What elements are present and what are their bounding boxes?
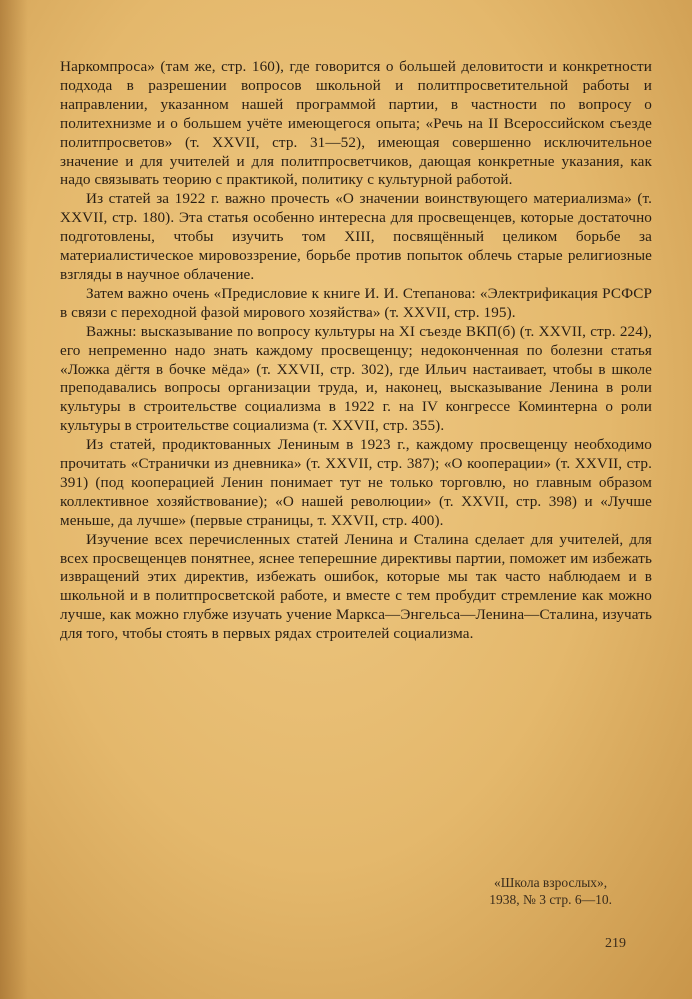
paragraph: Из статей, продиктованных Лениным в 1923 г., каждому просвещенцу необходимо прочитать «Странички из дневника» (т. XXVII, стр. 387); «О кооперации» (т. XXVII, стр. 391) (под кооперацией Ленин понимает тут не только торговлю, но главным образом коллективное хозяйствование); «О нашей революции» (т. XXVII, стр. 398) и «Лучше меньше, да лучше» (первые страницы, т. XXVII, стр. 400). (60, 436, 652, 529)
page-number: 219 (605, 936, 626, 951)
body-text (60, 58, 652, 644)
paragraph: Важны: высказывание по вопросу культуры на XI съезде ВКП(б) (т. XXVII, стр. 224), его непременно надо знать каждому просвещенцу; недоконченная по болезни статья «Ложка дёгтя в бочке мёда» (т. XXVII, стр. 302), где Ильич настаивает, чтобы в школе преподавались вопросы организации труда, и, наконец, высказывание Ленина в роли культуры в строительстве социализма в 1922 г. на IV конгрессе Коминтерна о роли культуры в строительстве социализма (т. XXVII, стр. 355). (60, 322, 652, 435)
paragraph: Изучение всех перечисленных статей Ленина и Сталина сделает для учителей, для всех просвещенцев понятнее, яснее теперешние директивы партии, поможет им избежать извращений этих директив, избежать ошибок, которые мы так часто наблюдаем и в школьной и в политпросветской работе, и вместе с тем пробудит стремление как можно лучше, как можно глубже изучать учение Маркса—Энгельса—Ленина—Сталина, изучать для того, чтобы стоять в первых рядах строителей социализма. (60, 530, 652, 643)
paragraph: Из статей за 1922 г. важно прочесть «О значении воинствующего материализма» (т. XXVII, стр. 180). Эта статья особенно интересна для просвещенцев, которые достаточно подготовлены, чтобы изучить том XIII, посвящённый целиком борьбе за материалистическое мировоззрение, борьбе против попыток облечь старые религиозные взгляды в научное облачение. (60, 190, 652, 283)
paragraph: Наркомпроса» (там же, стр. 160), где говорится о большей деловитости и конкретности подхода в разрешении вопросов школьной и политпросветительной работы и направлении, указанном нашей программой партии, в частности по вопросу о политехнизме и о большем учёте имеющегося опыта; «Речь на II Всероссийском съезде политпросветов» (т. XXVII, стр. 31—52), имеющая совершенно исключительное значение и для учителей и для политпросветчиков, дающая конкретные указания, как надо связывать теорию с практикой, политику с культурной работой. (60, 58, 652, 189)
source-journal: «Школа взрослых», (494, 875, 608, 890)
paragraph: Затем важно очень «Предисловие к книге И. И. Степанова: «Электрификация РСФСР в связи с переходной фазой мирового хозяйства» (т. XXVII, стр. 195). (60, 284, 652, 321)
page-edge-shadow (0, 0, 28, 999)
source-issue: 1938, № 3 стр. 6—10. (489, 892, 612, 907)
source-citation (489, 874, 612, 908)
